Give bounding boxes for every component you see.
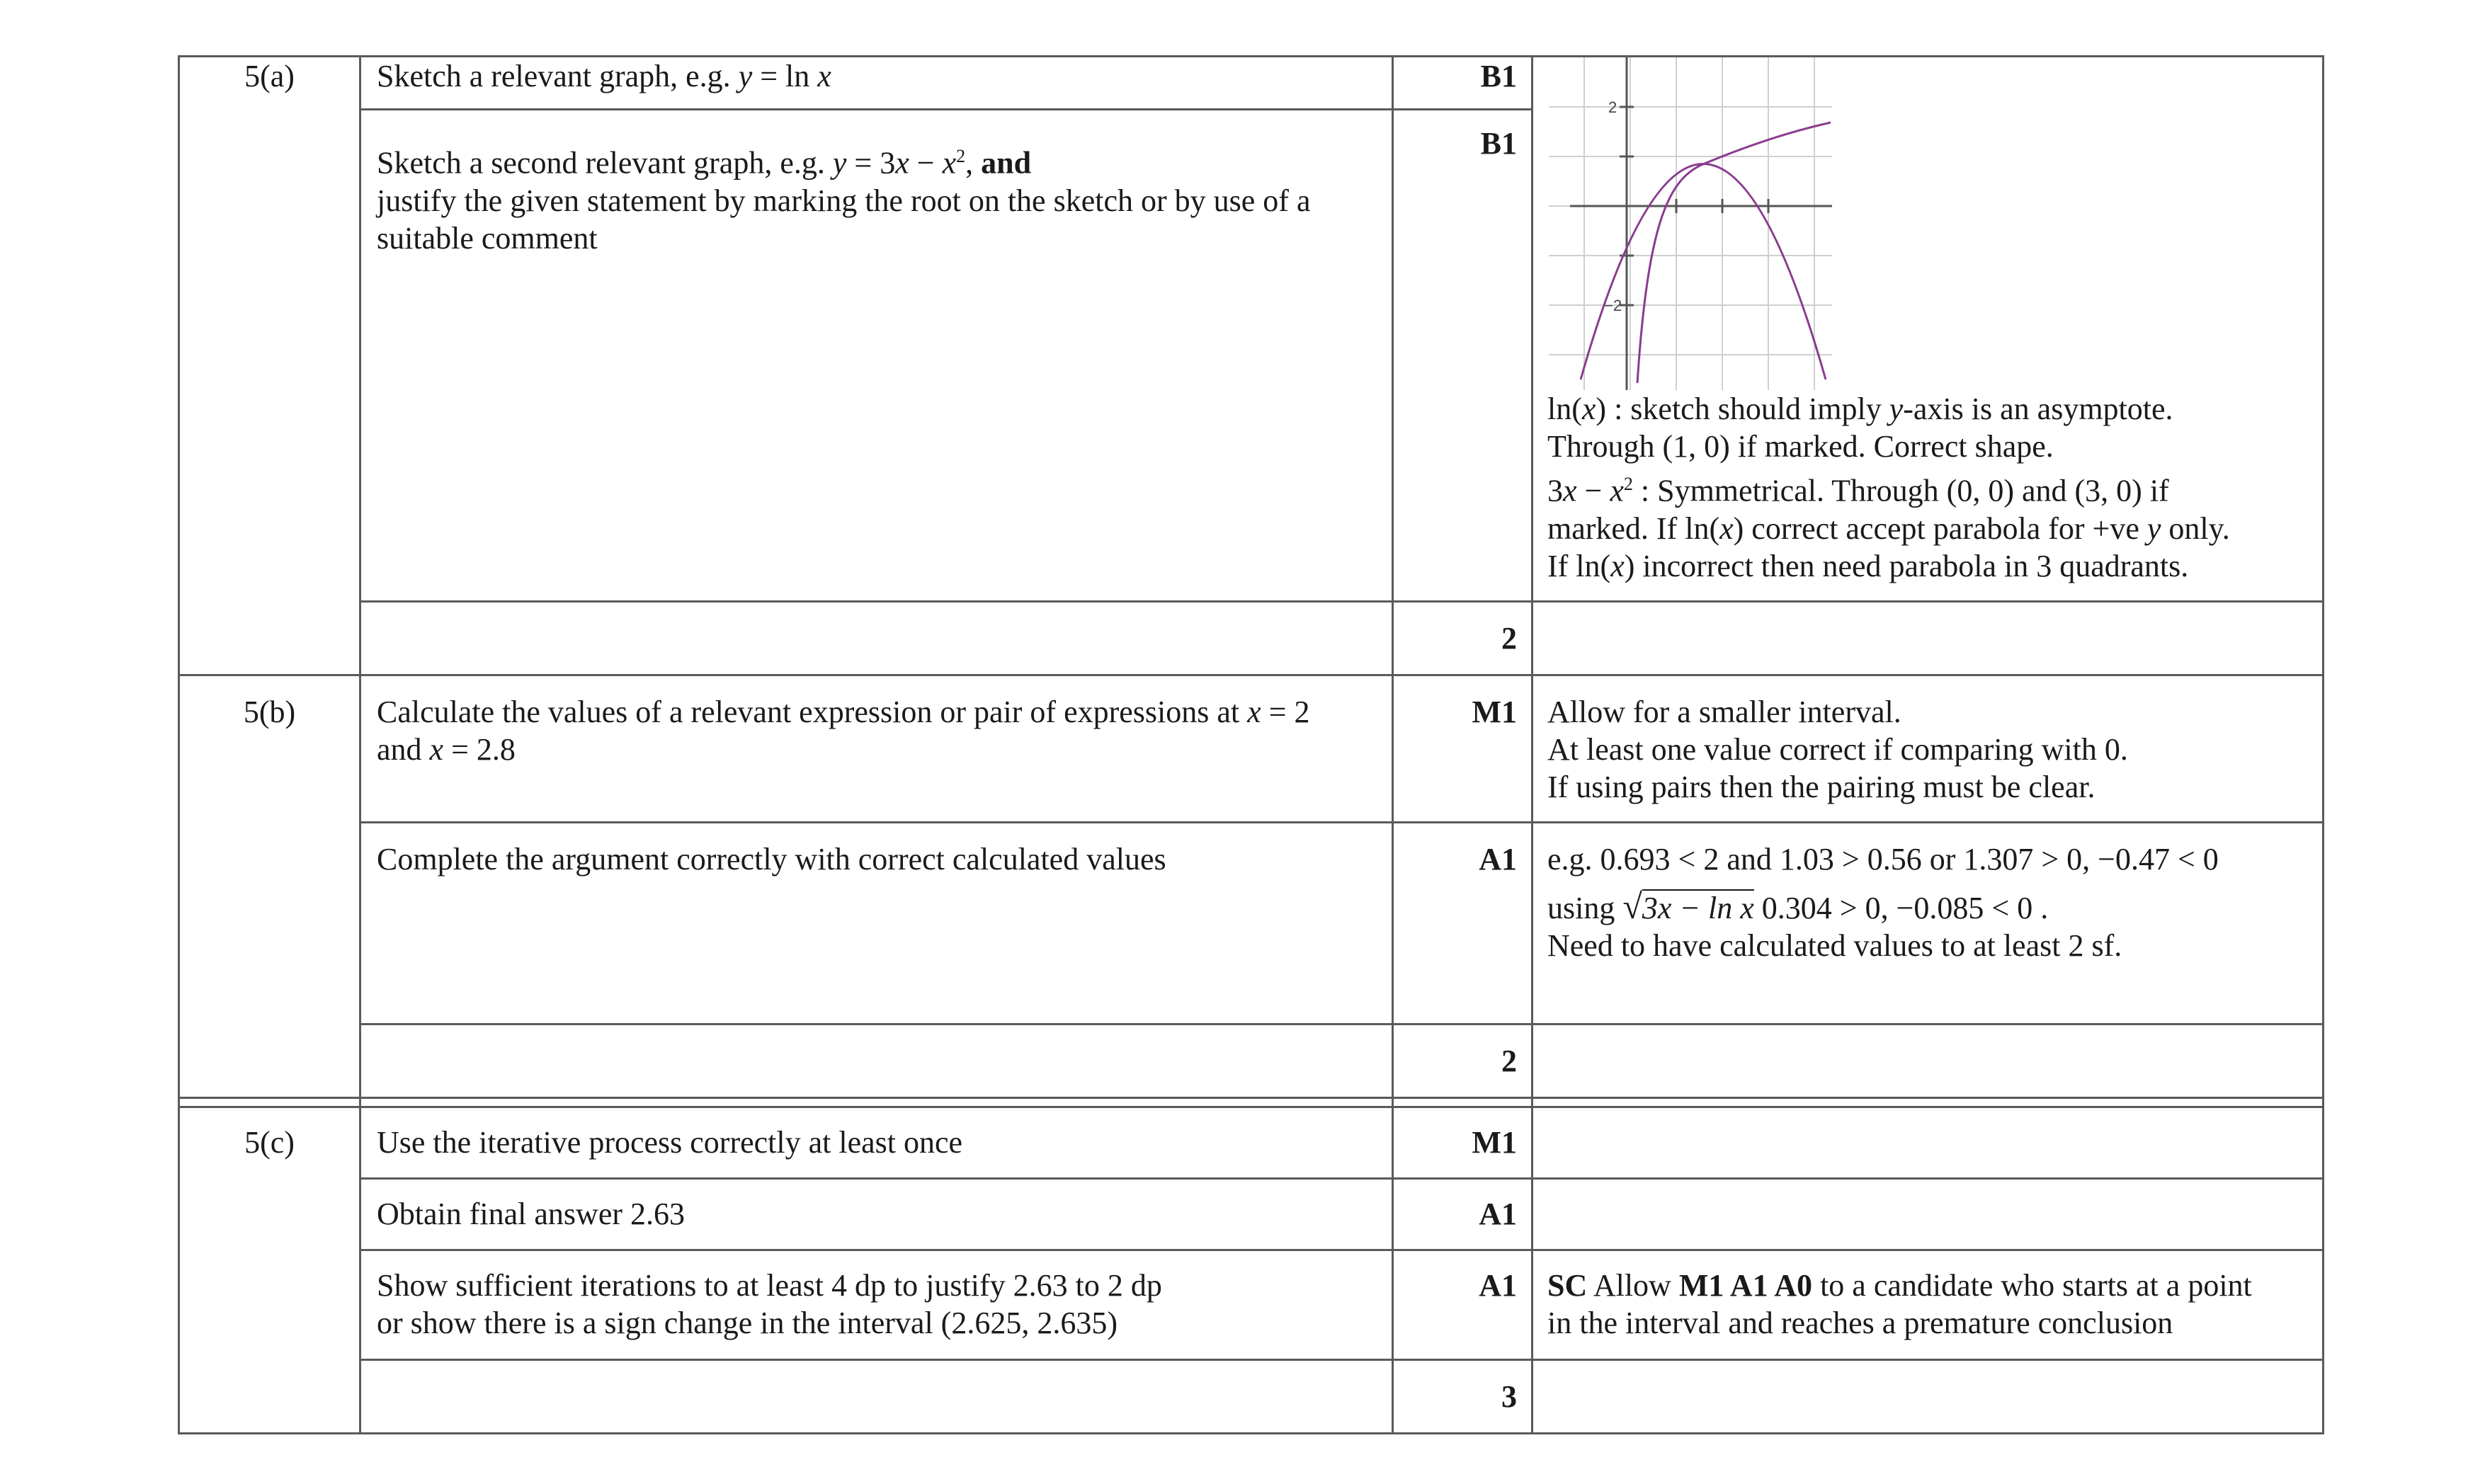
mark-cell: A1	[1393, 823, 1532, 1024]
question-number: 5(b)	[179, 675, 360, 1098]
table-row	[179, 57, 2324, 110]
guidance-text: ln(x) : sketch should imply y-axis is an asymptote. Through (1, 0) if marked. Correct shape. $3x - x^2$ : Symmetrical. Through (0, 0) and (3, 0) if marked. If ln(x) correct accept parabola for +ve y only. If ln(x) incorrect then need parabola in 3 quadrants.	[1547, 392, 2230, 583]
answer-cell: Show sufficient iterations to at least 4 dp to justify 2.63 to 2 dp or show there is a sign change in the interval (2.625, 2.635)	[360, 1250, 1393, 1360]
answer-cell: Complete the argument correctly with correct calculated values	[360, 823, 1393, 1024]
table-row	[179, 602, 2324, 675]
mark-cell: A1	[1393, 1179, 1532, 1250]
guidance-cell: e.g. 0.693 < 2 and 1.03 > 0.56 or 1.307 > 0, −0.47 < 0 using √3x − ln x 0.304 > 0, −0.085 < 0 . Need to have calculated values to at least 2 sf.	[1532, 823, 2324, 1024]
parabola-curve	[1581, 164, 1826, 380]
guidance-cell: Allow for a smaller interval. At least one value correct if comparing with 0. If using pairs then the pairing must be clear.	[1532, 675, 2324, 823]
table-row	[179, 1107, 2324, 1179]
mark-cell: M1	[1393, 675, 1532, 823]
answer-cell: Calculate the values of a relevant expression or pair of expressions at x = 2 and x = 2.8	[360, 675, 1393, 823]
question-number: 5(c)	[179, 1107, 360, 1434]
answer-cell: Obtain final answer 2.63	[360, 1179, 1393, 1250]
answer-cell: Sketch a second relevant graph, e.g. $y = 3x - x^2$, and justify the given statement by marking the root on the sketch or by use of a suitable comment	[360, 110, 1393, 602]
total-mark: 2	[1393, 602, 1532, 675]
answer-cell: Use the iterative process correctly at least once	[360, 1107, 1393, 1179]
question-number: 5(a)	[179, 57, 360, 675]
table-row	[179, 1179, 2324, 1250]
table-row	[179, 823, 2324, 1024]
total-mark: 2	[1393, 1024, 1532, 1098]
mark-cell: B1	[1393, 110, 1532, 602]
mark-cell: A1	[1393, 1250, 1532, 1360]
table-row	[179, 1250, 2324, 1360]
table-row	[179, 675, 2324, 823]
guidance-cell	[1532, 57, 2324, 602]
section-divider	[179, 1098, 2324, 1107]
sketch-graph	[1549, 57, 1832, 390]
ln-curve	[1637, 122, 1831, 383]
tick-label: 2	[1608, 98, 1617, 116]
tick-label: −2	[1604, 297, 1622, 314]
table-row	[179, 1024, 2324, 1098]
guidance-cell: SC Allow M1 A1 A0 to a candidate who starts at a point in the interval and reaches a premature conclusion	[1532, 1250, 2324, 1360]
mark-scheme-table	[178, 55, 2324, 1434]
answer-cell: Sketch a relevant graph, e.g. y = ln x	[360, 57, 1393, 110]
mark-cell: M1	[1393, 1107, 1532, 1179]
mark-cell: B1	[1393, 57, 1532, 110]
table-row	[179, 1360, 2324, 1434]
total-mark: 3	[1393, 1360, 1532, 1434]
